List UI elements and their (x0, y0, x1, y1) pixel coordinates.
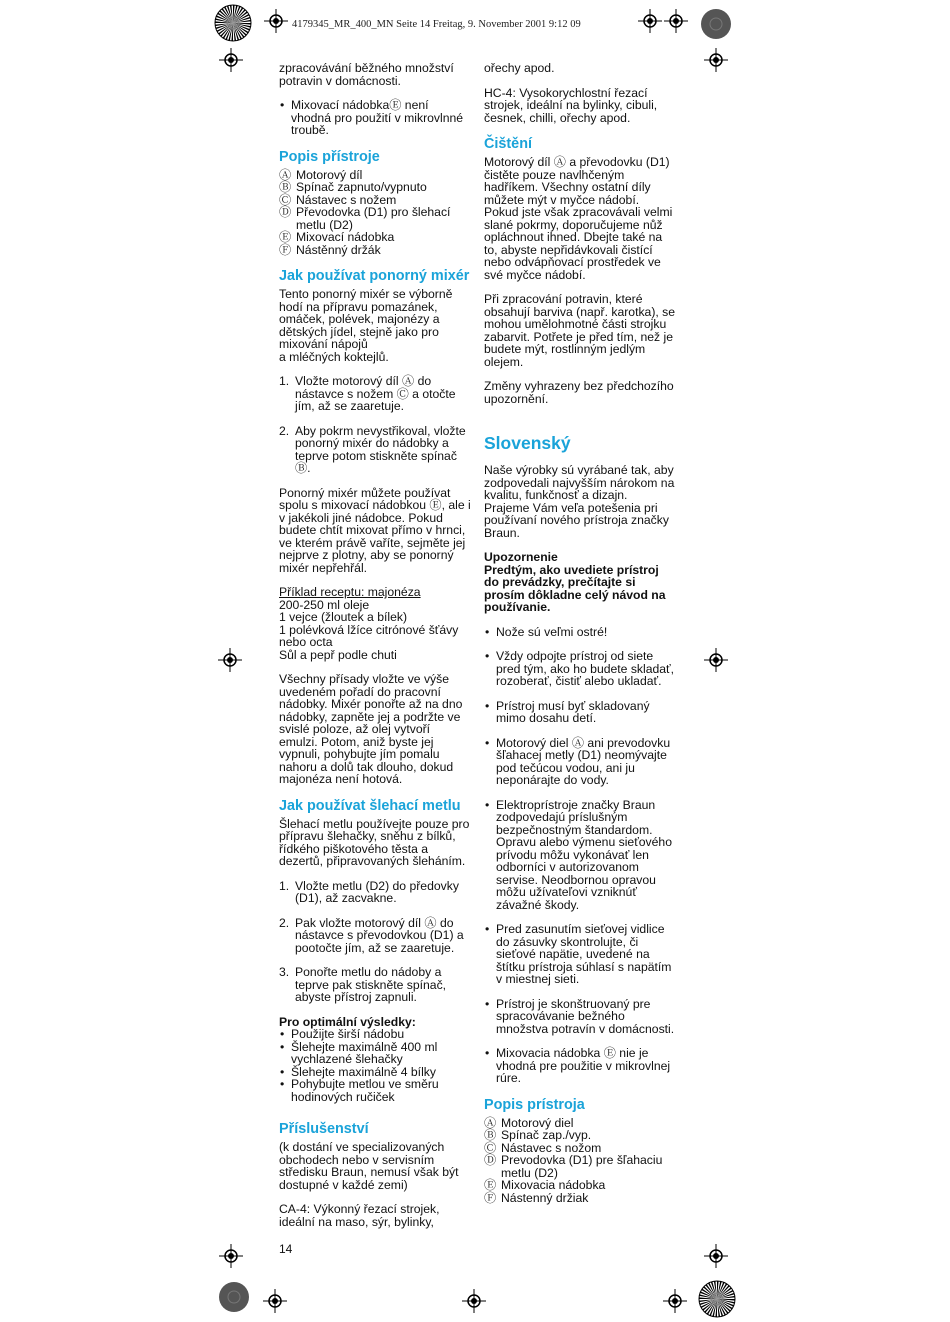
section-heading-accessories: Příslušenství (279, 1121, 369, 1137)
list-item: • Pred zasunutím sieťovej vidlice do zásuvky skontrolujte, či sieťové napätie, uvedené na štítku prístroja súhlasí s napätím v miestnej sieti. (484, 923, 676, 986)
list-item: Ⓓ Prevodovka (D1) pre šľahaciu metlu (D2) (484, 1153, 663, 1180)
list-item: Ⓑ Spínač zap./vyp. (484, 1128, 592, 1142)
list-item: Ⓒ Nástavec s nožem (279, 192, 397, 207)
list-item: • Prístroj musí byť skladovaný mimo dosahu detí. (484, 700, 676, 725)
list-item: Ⓔ Mixovacia nádobka (484, 1178, 606, 1192)
section-heading-popis-sk: Popis prístroja (484, 1096, 585, 1113)
parts-list (279, 169, 471, 257)
list-item: Ⓐ Motorový diel (484, 1115, 574, 1130)
registration-mark-icon (263, 1289, 287, 1313)
paragraph: Při zpracování potravin, které obsahují barviva (např. karotka), se mohou umělohmotné části strojku zabarvit. Potřete je před tím, než je budete mýt, rostlinným jedlým olejem. (484, 292, 676, 369)
registration-mark-icon (638, 9, 662, 33)
paragraph: (k dostání ve specializovaných obchodech nebo v servisním středisku Braun, nemusí však být dostupné v každé zemi) (279, 1140, 459, 1192)
paragraph: Ponorný mixér můžete používat spolu s mixovací nádobkou Ⓔ, ale i v jakékoli jiné nádobce. Pokud budete chtít mixovat přímo v hrnci, ve kterém právě vaříte, sejměte jej nejprve z plotny, aby se ponorný mixér nepřehřál. (279, 485, 471, 575)
list-item: Ⓓ Převodovka (D1) pro šlehací metlu (D2) (279, 205, 451, 232)
registration-mark-icon (264, 9, 288, 33)
list-item: Ⓔ Mixovací nádobka (279, 230, 395, 244)
paragraph: Změny vyhrazeny bez předchozího upozornění. (484, 379, 674, 406)
paragraph: Naše výrobky sú vyrábané tak, aby zodpovedali najvyšším nárokom na kvalitu, funkčnosť a dizajn. Prajeme Vám veľa potešenia pri používaní nového prístroja značky Braun. (484, 463, 675, 540)
list-item: • Pohybujte metlou ve směru hodinových ručiček (279, 1078, 471, 1103)
page-number: 14 (279, 1242, 293, 1256)
steps-list (279, 880, 471, 1004)
section-heading-popis: Popis přístroje (279, 148, 380, 165)
steps-list (279, 375, 471, 475)
starburst-mark-icon (213, 3, 253, 43)
list-item: • Nože sú veľmi ostré! (484, 626, 676, 639)
list-item: Ⓑ Spínač zapnuto/vypnuto (279, 180, 427, 194)
recipe-title: Příklad receptu: majonéza (279, 585, 421, 599)
list-item: Ⓕ Nástěnný držák (279, 242, 381, 257)
registration-mark-icon (462, 1289, 486, 1313)
left-column (279, 62, 471, 1240)
paragraph: ořechy apod. (484, 61, 555, 75)
list-item: 2. Aby pokrm nevystřikoval, vložte ponorný mixér do nádobky a teprve potom stiskněte spínač Ⓑ. (279, 423, 466, 475)
list-item: • Šlehejte maximálně 400 ml vychlazené šlehačky (279, 1041, 471, 1066)
warning-title: Upozornenie (484, 550, 558, 564)
warning (484, 551, 676, 614)
registration-mark-icon (219, 48, 243, 72)
list-item: • Mixovacia nádobka Ⓔ nie je vhodná pre použitie v mikrovlnej rúre. (484, 1047, 676, 1085)
list-item: • Vždy odpojte prístroj od siete pred tým, ako ho budete skladať, rozoberať, čistiť alebo ukladať. (484, 650, 676, 688)
registration-mark-icon (218, 648, 242, 672)
parts-list (484, 1117, 676, 1205)
list-item: • Mixovací nádobkaⒺ není vhodná pro použití v mikrovlnné troubě. (279, 99, 471, 137)
list-item: Ⓐ Motorový díl (279, 167, 363, 182)
recipe: Příklad receptu: majonéza 200-250 ml oleje 1 vejce (žloutek a bílek) 1 polévková lžíce citrónové šťávy nebo octa Sůl a pepř podle chuti (279, 586, 471, 661)
paragraph: Šlehací metlu používejte pouze pro přípravu šlehačky, sněhu z bílků, řídkého piškotového těsta a dezertů, připravovaných šleháním. (279, 816, 470, 868)
paragraph: Motorový díl Ⓐ a převodovku (D1) čistěte pouze navlhčeným hadříkem. Všechny ostatní díly můžete mýt v myčce nádobí. Pokud jste však zpracovávali velmi slané pokrmy, doporučujeme nůž opláchnout ihned. Dbejte také na to, abyste nepřidávkovali čistící nebo odvápňovací prostředek ve své myčce nádobí. (484, 155, 673, 282)
paragraph: Tento ponorný mixér se výborně hodí na přípravu pomazánek, omáček, polévek, majonézy a dětských jídel, stejně jako pro mixování nápojů a mléčných koktejlů. (279, 287, 453, 364)
registration-mark-icon (704, 48, 728, 72)
tips-title: Pro optimální výsledky: (279, 1014, 416, 1029)
registration-mark-icon (704, 648, 728, 672)
safety-list (484, 626, 676, 1085)
registration-mark-icon (704, 1244, 728, 1268)
list-item: Ⓒ Nástavec s nožom (484, 1140, 602, 1155)
paragraph: HC-4: Vysokorychlostní řezací strojek, ideální na bylinky, cibuli, česnek, chilli, ořechy apod. (484, 85, 658, 125)
list-item: • Šlehejte maximálně 4 bílky (279, 1066, 471, 1079)
section-heading-mixer: Jak používat ponorný mixér (279, 268, 470, 284)
list-item: • Prístroj je skonštruovaný pre spracovávanie bežného množstva potravín v domácnosti. (484, 998, 676, 1036)
tips-list (279, 1028, 471, 1103)
right-column (484, 62, 676, 1216)
registration-mark-icon (219, 1244, 243, 1268)
intro-bullets (279, 99, 471, 137)
warning-text: Predtým, ako uvediete prístroj do prevádzky, prečítajte si prosím dôkladne celý návod na používanie. (484, 562, 666, 614)
section-heading-cleaning: Čištění (484, 136, 532, 152)
color-patch-icon (698, 6, 734, 42)
registration-mark-icon (664, 9, 688, 33)
section-heading-whisk: Jak používat šlehací metlu (279, 797, 461, 814)
language-heading-slovak: Slovenský (484, 433, 571, 453)
intro-continuation: zpracovávání běžného množství potravin v domácnosti. (279, 61, 454, 88)
print-header: 4179345_MR_400_MN Seite 14 Freitag, 9. November 2001 9:12 09 (292, 19, 581, 30)
list-item: • Použijte širší nádobu (279, 1028, 471, 1041)
registration-mark-icon (663, 1289, 687, 1313)
starburst-mark-icon (697, 1279, 737, 1319)
list-item: 2. Pak vložte motorový díl Ⓐ do nástavce s převodovkou (D1) a pootočte jím, až se zaaretuje. (279, 915, 464, 955)
list-item: Ⓕ Nástenný držiak (484, 1190, 589, 1205)
color-patch-icon (216, 1279, 252, 1315)
list-item: 1. Vložte motorový díl Ⓐ do nástavce s nožem Ⓒ a otočte jím, až se zaaretuje. (279, 374, 456, 413)
list-item: 1. Vložte metlu (D2) do předovky (D1), až zacvakne. (279, 878, 459, 905)
list-item: • Elektroprístroje značky Braun zodpovedajú príslušným bezpečnostným štandardom. Opravu alebo výmenu sieťového prívodu môžu vykonávať len odborníci v autorizovanom servise. Neodbornou opravou môžu užívateľovi vzniknúť závažné škody. (484, 799, 676, 912)
list-item: • Motorový diel Ⓐ ani prevodovku šľahacej metly (D1) neomývajte pod tečúcou vodou, ani ju neponárajte do vody. (484, 737, 676, 787)
list-item: 3. Ponořte metlu do nádoby a teprve pak stiskněte spínač, abyste přístroj zapnuli. (279, 965, 447, 1004)
paragraph: Všechny přísady vložte ve výše uvedeném pořadí do pracovní nádobky. Mixér ponořte až na dno nádobky, zapněte jej a podržte ve svislé poloze, až olej vytvoří emulzi. Potom, aniž byste jej vypnuli, pohybujte jím pomalu nahoru a dolů tak dlouho, dokud majonéza není hotová. (279, 672, 463, 786)
paragraph: CA-4: Výkonný řezací strojek, ideální na maso, sýr, bylinky, (279, 1202, 440, 1229)
